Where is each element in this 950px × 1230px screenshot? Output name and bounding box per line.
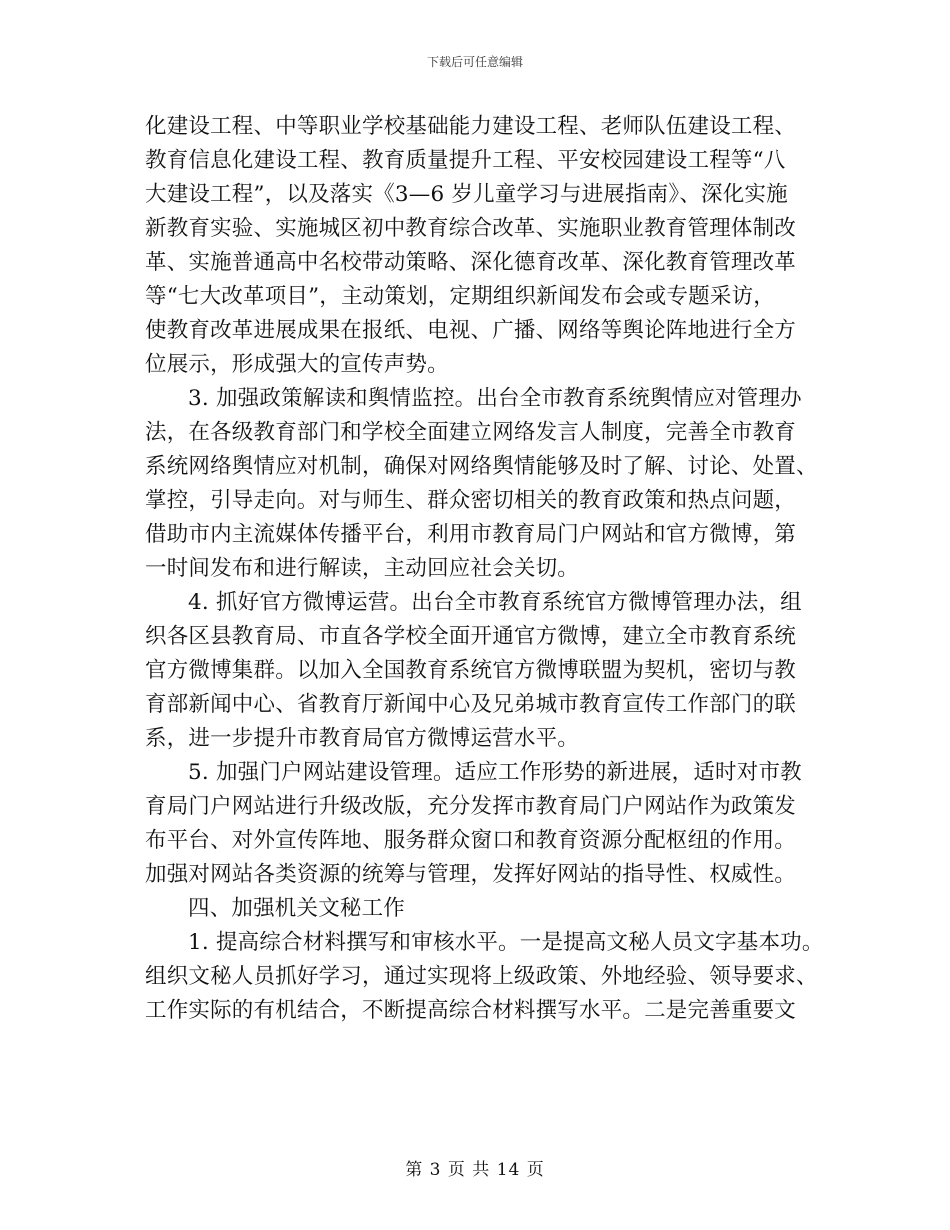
text-line: 1. 提高综合材料撰写和审核水平。一是提高文秘人员文字基本功。 xyxy=(188,930,824,955)
text-line: 法，在各级教育部门和学校全面建立网络发言人制度，完善全市教育 xyxy=(145,420,797,445)
text-line: 3. 加强政策解读和舆情监控。出台全市教育系统舆情应对管理办 xyxy=(188,386,802,411)
text-line: 官方微博集群。以加入全国教育系统官方微博联盟为契机，密切与教 xyxy=(145,658,797,683)
text-line: 教育信息化建设工程、教育质量提升工程、平安校园建设工程等“八 xyxy=(145,148,786,173)
text-line: 工作实际的有机结合，不断提高综合材料撰写水平。二是完善重要文 xyxy=(145,998,797,1023)
text-line: 四、加强机关文秘工作 xyxy=(188,896,406,921)
text-line: 4. 抓好官方微博运营。出台全市教育系统官方微博管理办法，组 xyxy=(188,590,802,615)
text-line: 新教育实验、实施城区初中教育综合改革、实施职业教育管理体制改 xyxy=(145,216,797,241)
text-line: 掌控，引导走向。对与师生、群众密切相关的教育政策和热点问题， xyxy=(145,488,797,513)
text-line: 系统网络舆情应对机制，确保对网络舆情能够及时了解、讨论、处置、 xyxy=(145,454,818,479)
text-line: 织各区县教育局、市直各学校全面开通官方微博，建立全市教育系统 xyxy=(145,624,797,649)
text-line: 系，进一步提升市教育局官方微博运营水平。 xyxy=(145,726,580,751)
text-line: 革、实施普通高中名校带动策略、深化德育改革、深化教育管理改革 xyxy=(145,250,797,275)
text-line: 加强对网站各类资源的统筹与管理，发挥好网站的指导性、权威性。 xyxy=(145,862,797,887)
page-header: 下载后可任意编辑 xyxy=(426,55,523,69)
text-line: 组织文秘人员抓好学习，通过实现将上级政策、外地经验、领导要求、 xyxy=(145,964,818,989)
text-line: 大建设工程”，以及落实《3—6 岁儿童学习与进展指南》、深化实施 xyxy=(145,182,788,207)
page-footer: 第 3 页 共 14 页 xyxy=(405,1160,545,1180)
text-line: 借助市内主流媒体传播平台，利用市教育局门户网站和官方微博，第 xyxy=(145,522,797,547)
document-body xyxy=(145,110,824,1028)
text-line: 使教育改革进展成果在报纸、电视、广播、网络等舆论阵地进行全方 xyxy=(145,318,797,343)
text-line: 化建设工程、中等职业学校基础能力建设工程、老师队伍建设工程、 xyxy=(145,114,797,139)
text-line: 布平台、对外宣传阵地、服务群众窗口和教育资源分配枢纽的作用。 xyxy=(145,828,797,853)
text-line: 育部新闻中心、省教育厅新闻中心及兄弟城市教育宣传工作部门的联 xyxy=(145,692,797,717)
text-line: 5. 加强门户网站建设管理。适应工作形势的新进展，适时对市教 xyxy=(188,760,802,785)
text-line: 一时间发布和进行解读，主动回应社会关切。 xyxy=(145,556,580,581)
text-line: 育局门户网站进行升级改版，充分发挥市教育局门户网站作为政策发 xyxy=(145,794,797,819)
text-line: 位展示，形成强大的宣传声势。 xyxy=(145,352,449,377)
text-line: 等“七大改革项目”，主动策划，定期组织新闻发布会或专题采访， xyxy=(145,284,775,309)
